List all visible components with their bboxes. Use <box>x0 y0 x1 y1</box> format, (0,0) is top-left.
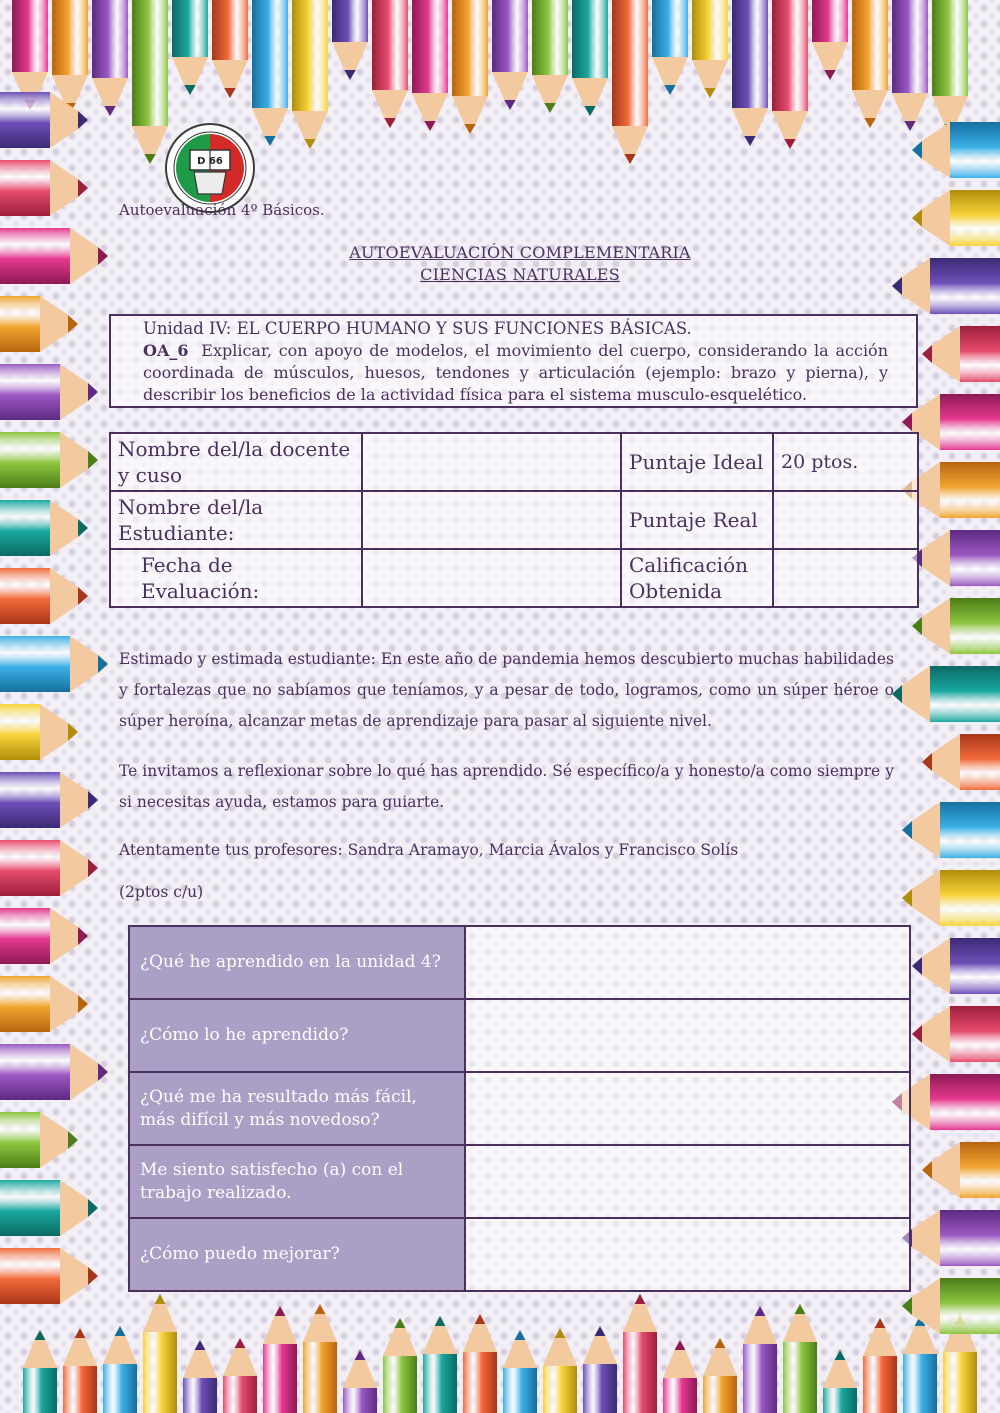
answer-field[interactable] <box>465 999 910 1072</box>
question-cell: Me siento satisfecho (a) con el trabajo realizado. <box>129 1145 465 1218</box>
info-row <box>110 491 918 549</box>
table-row <box>129 1072 910 1145</box>
unit-title: Unidad IV: EL CUERPO HUMANO Y SUS FUNCIONES BÁSICAS. <box>143 319 692 338</box>
fecha-field[interactable] <box>362 549 621 607</box>
fecha-label: Fecha de Evaluación: <box>110 549 362 607</box>
table-row <box>129 926 910 999</box>
info-row <box>110 549 918 607</box>
info-row <box>110 433 918 491</box>
answer-field[interactable] <box>465 1145 910 1218</box>
logo-text: D 66 <box>197 156 223 167</box>
question-cell: ¿Qué me ha resultado más fácil, más difícil y más novedoso? <box>129 1072 465 1145</box>
title-line-2: CIENCIAS NATURALES <box>420 265 620 284</box>
info-table <box>109 432 919 608</box>
puntaje-real-label: Puntaje Real <box>621 491 773 549</box>
puntaje-ideal-label: Puntaje Ideal <box>621 433 773 491</box>
answer-field[interactable] <box>465 1218 910 1291</box>
reflection-table <box>128 925 911 1292</box>
table-row <box>129 1145 910 1218</box>
puntaje-ideal-value: 20 ptos. <box>773 433 918 491</box>
greeting-paragraph: Estimado y estimada estudiante: En este año de pandemia hemos descubierto muchas habilidades y fortalezas que no sabíamos que teníamos, y a pesar de todo, logramos, como un súper héroe o súper heroína, alcanzar metas de aprendizaje para pasar al siguiente nivel. <box>119 650 894 730</box>
puntaje-real-field[interactable] <box>773 491 918 549</box>
unit-objective <box>143 340 888 406</box>
oa-text: Explicar, con apoyo de modelos, el movimiento del cuerpo, considerando la acción coordinada de músculos, huesos, tendones y articulación (ejemplo: brazo y pierna), y describir los beneficios de la actividad física para el sistema musculo-esquelético. <box>143 341 888 404</box>
answer-field[interactable] <box>465 926 910 999</box>
invitation-paragraph: Te invitamos a reflexionar sobre lo qué has aprendido. Sé específico/a y honesto/a como siempre y si necesitas ayuda, estamos para guiarte. <box>119 762 894 811</box>
calificacion-field[interactable] <box>773 549 918 607</box>
header-label: Autoevaluación 4º Básicos. <box>119 201 325 219</box>
signature-line: Atentamente tus profesores: Sandra Aramayo, Marcia Ávalos y Francisco Solís <box>119 841 739 859</box>
unit-box <box>109 314 918 408</box>
question-cell: ¿Cómo puedo mejorar? <box>129 1218 465 1291</box>
calificacion-label: Calificación Obtenida <box>621 549 773 607</box>
oa-code: OA_6 <box>143 341 189 360</box>
points-note: (2ptos c/u) <box>119 883 204 901</box>
question-cell: ¿Cómo lo he aprendido? <box>129 999 465 1072</box>
estudiante-label: Nombre del/la Estudiante: <box>110 491 362 549</box>
docente-field[interactable] <box>362 433 621 491</box>
docente-label: Nombre del/la docente y cuso <box>110 433 362 491</box>
question-cell: ¿Qué he aprendido en la unidad 4? <box>129 926 465 999</box>
title-line-1: AUTOEVALUACIÓN COMPLEMENTARIA <box>349 243 691 262</box>
estudiante-field[interactable] <box>362 491 621 549</box>
document-title <box>300 242 740 286</box>
table-row <box>129 1218 910 1291</box>
table-row <box>129 999 910 1072</box>
answer-field[interactable] <box>465 1072 910 1145</box>
